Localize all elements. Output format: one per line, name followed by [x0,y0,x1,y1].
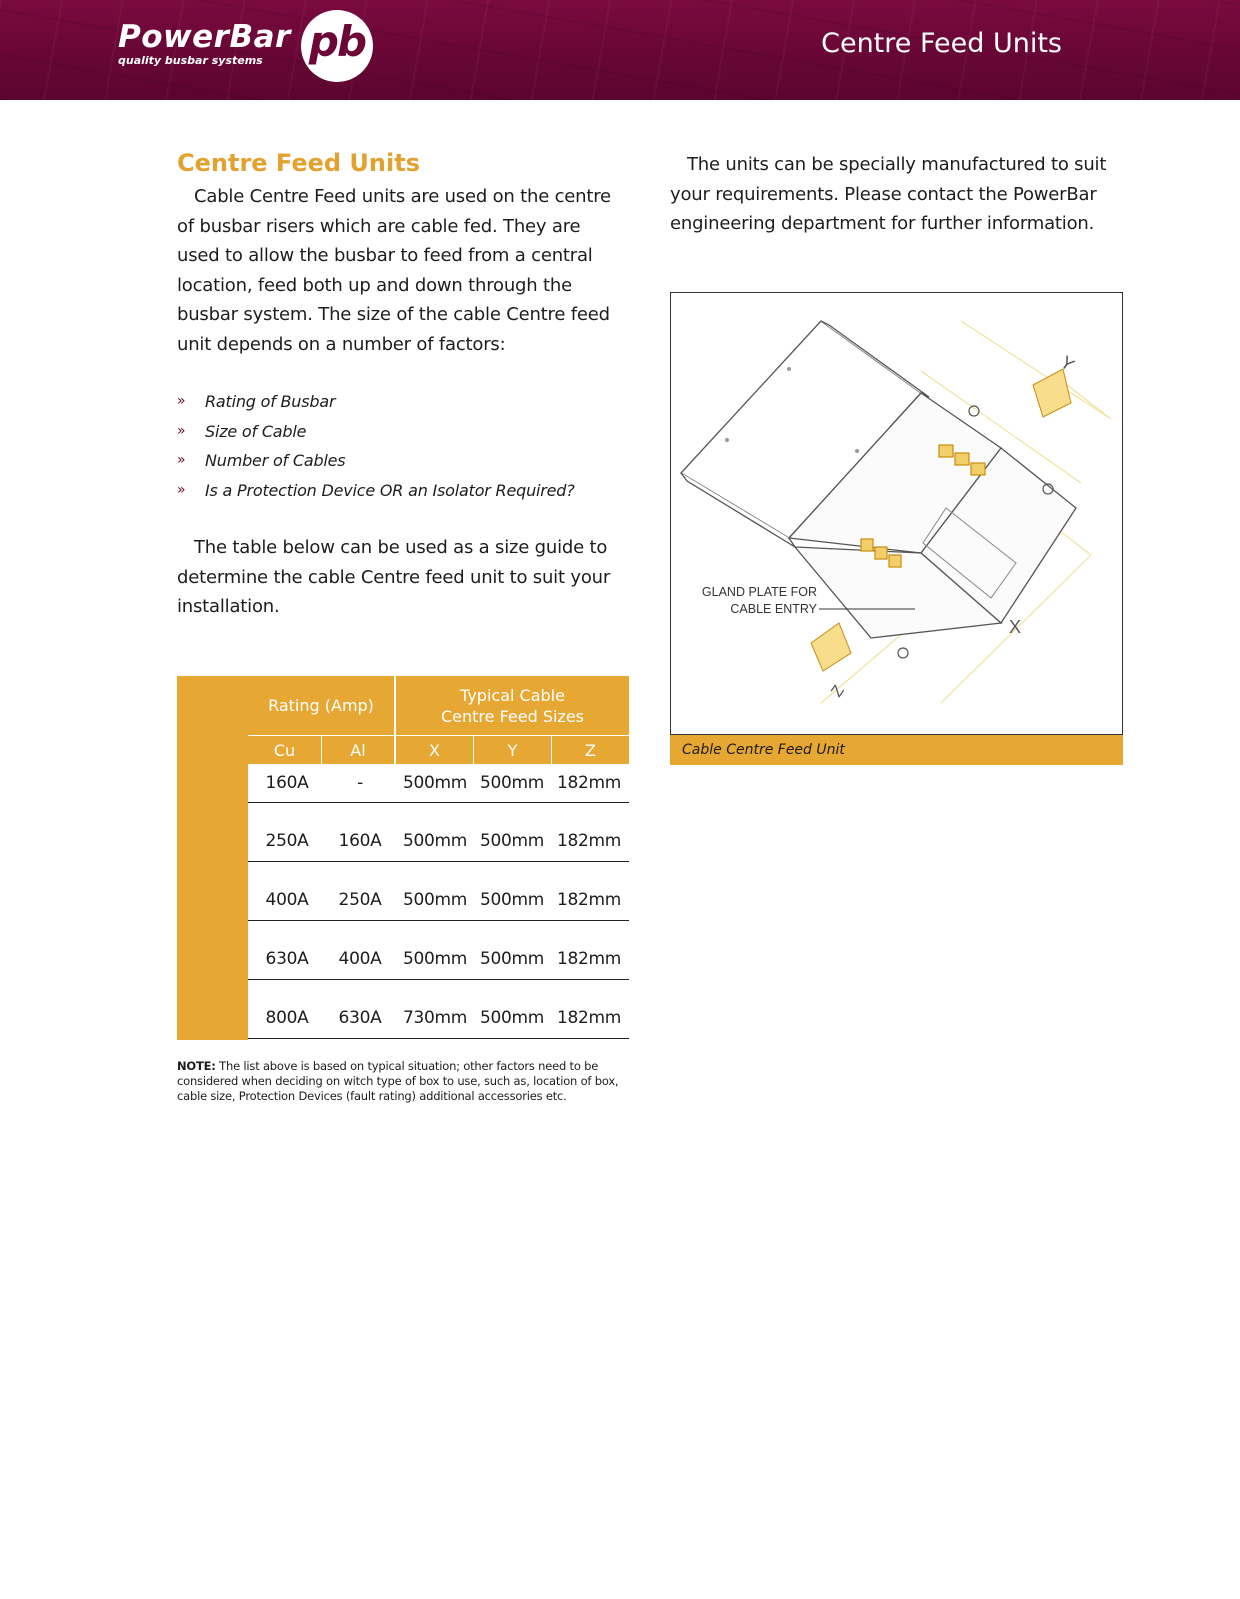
table-row: 800A 630A 730mm 500mm 182mm [248,980,629,1039]
section-title: Centre Feed Units [177,149,420,177]
table-side-strip [177,676,248,1040]
column-header-cu: Cu [248,736,321,764]
column-header-x: X [396,736,473,764]
brand-name: PowerBar [118,19,291,55]
table-row: 250A 160A 500mm 500mm 182mm [248,803,629,862]
callout-line-2: CABLE ENTRY [730,602,817,616]
header-banner [0,0,1240,100]
bullet-icon: » [177,393,186,410]
note-label: NOTE: [177,1059,216,1073]
technical-drawing-icon [671,293,1122,734]
rating-group-header: Rating (Amp) [248,676,394,735]
intro-paragraph: Cable Centre Feed units are used on the centre of busbar risers which are cable fed. They are used to allow the busbar to feed from a central location, feed both up and down through the busbar system. The size of the cable Centre feed unit depends on a number of factors: [177,186,611,355]
bullet-icon: » [177,452,186,469]
table-row: 630A 400A 500mm 500mm 182mm [248,921,629,980]
brand-tagline: quality busbar systems [118,54,263,67]
list-item: » Rating of Busbar [177,387,627,417]
header-title: Centre Feed Units [821,28,1062,59]
bullet-icon: » [177,422,186,439]
list-item: » Size of Cable [177,417,627,447]
left-column [177,150,627,622]
table-row: 400A 250A 500mm 500mm 182mm [248,862,629,921]
pb-logo-icon [301,10,373,82]
list-item: » Number of Cables [177,446,627,476]
axis-label-z: Z [828,682,848,701]
table-note [177,1059,629,1104]
column-header-y: Y [474,736,551,764]
figure-caption: Cable Centre Feed Unit [670,735,1123,765]
callout-line-1: GLAND PLATE FOR [701,585,817,599]
list-item: » Is a Protection Device OR an Isolator Required? [177,476,627,506]
contact-paragraph: The units can be specially manufactured to suit your requirements. Please contact the PowerBar engineering department for further information. [670,154,1107,234]
column-header-al: Al [322,736,394,764]
axis-label-x: X [1009,617,1022,637]
table-row: 160A - 500mm 500mm 182mm [248,765,629,803]
column-header-z: Z [552,736,629,764]
factor-list [177,387,627,505]
logo-mark: pb [308,17,366,66]
note-text: The list above is based on typical situation; other factors need to be considered when deciding on witch type of box to use, such as, location of box, cable size, Protection Devices (fault rating) additional accessories etc. [177,1059,619,1103]
size-guide-table [177,676,629,1040]
right-column [670,150,1130,239]
bullet-icon: » [177,481,186,498]
centre-feed-unit-drawing [670,292,1123,735]
axis-label-y: Y [1056,351,1079,376]
table-intro-paragraph: The table below can be used as a size guide to determine the cable Centre feed unit to suit your installation. [177,537,611,618]
sizes-group-header: Typical Cable Centre Feed Sizes [396,676,629,735]
